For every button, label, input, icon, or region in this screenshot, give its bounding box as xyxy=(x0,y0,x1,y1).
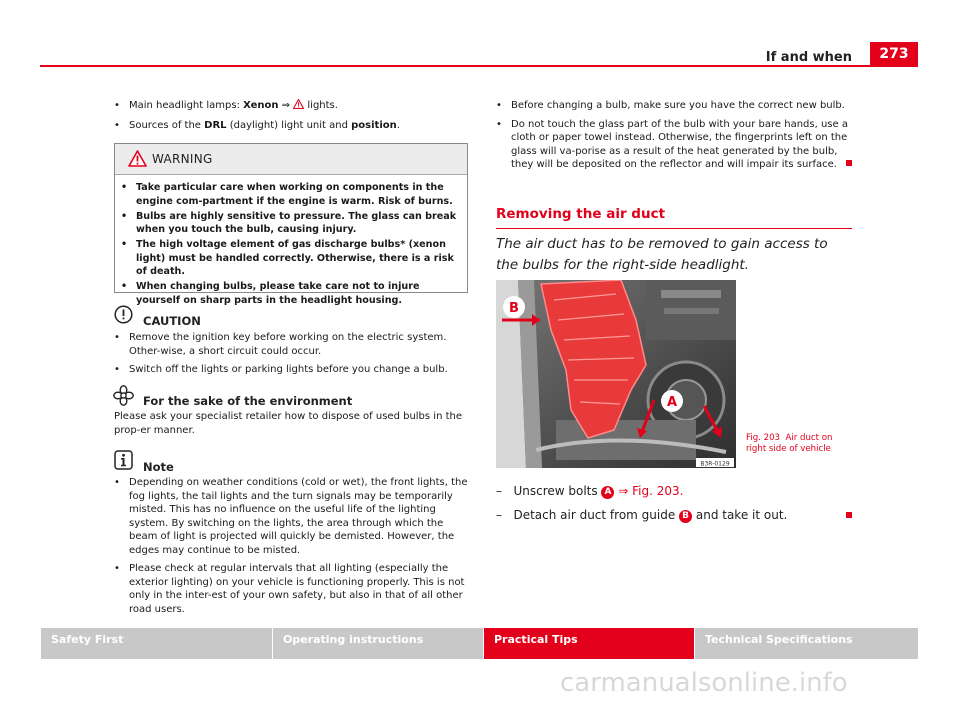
list-item xyxy=(114,331,468,358)
figure-label-a: A xyxy=(666,395,678,410)
text: Unscrew bolts xyxy=(513,484,602,498)
list-item xyxy=(496,118,854,172)
bullet: • xyxy=(114,119,120,131)
tab-label: Technical Specifications xyxy=(705,633,853,646)
step-dash: – xyxy=(496,484,502,498)
tab-label: Safety First xyxy=(51,633,124,646)
figure-label-b: B xyxy=(509,301,519,316)
callout-badge-b: B xyxy=(679,510,692,523)
bullet: • xyxy=(114,100,120,111)
text: Sources of the xyxy=(129,119,205,131)
watermark: carmanualsonline.info xyxy=(560,668,848,698)
page-number: 273 xyxy=(870,42,918,67)
bullet: • xyxy=(114,364,120,375)
warning-body xyxy=(115,175,467,307)
text: Remove the ignition key before working on the electric system. Other-wise, a short circuit could occur. xyxy=(129,332,447,357)
list-item xyxy=(114,119,468,133)
bullet: • xyxy=(114,332,120,343)
text: Bulbs are highly sensitive to pressure. The glass can break when you touch the bulb, causing injury. xyxy=(136,210,457,235)
warning-icon xyxy=(128,150,147,167)
footer-tab-safety-first[interactable] xyxy=(41,628,272,659)
right-bullet-list xyxy=(496,99,854,172)
warning-header xyxy=(115,144,467,175)
caution-heading: CAUTION xyxy=(143,314,201,328)
caution-icon xyxy=(114,305,133,324)
warning-box xyxy=(114,143,468,306)
footer-tab-technical-specifications[interactable] xyxy=(695,628,918,659)
tab-label: Practical Tips xyxy=(494,633,578,646)
text: ⇒ xyxy=(278,100,294,111)
section-title: Removing the air duct xyxy=(496,206,666,222)
figure-number: Fig. 203 xyxy=(746,433,781,443)
section-intro: The air duct has to be removed to gain access to the bulbs for the right-side headlight. xyxy=(496,236,828,273)
bullet: • xyxy=(114,477,120,488)
bullet: • xyxy=(496,118,502,130)
header-rule xyxy=(40,65,918,67)
step-item xyxy=(496,508,787,523)
text: The high voltage element of gas discharge bulbs* (xenon light) must be handled correctly. Otherwise, there is a risk of death. xyxy=(136,239,454,277)
text: Take particular care when working on components in the engine com-partment if the engine is warm. Risk of burns. xyxy=(136,182,453,207)
bullet: • xyxy=(114,563,120,574)
warning-label: WARNING xyxy=(152,152,213,166)
text: Do not touch the glass part of the bulb with your bare hands, use a cloth or paper towel instead. Otherwise, the fingerprints left on the glass will va-porise as a result of the heat generated by the bulb, they will be deposited on the reflector and will impair its surface. xyxy=(511,118,848,170)
warning-icon xyxy=(293,99,304,109)
bullet: • xyxy=(121,210,128,222)
text: Detach air duct from guide xyxy=(513,508,680,522)
list-item xyxy=(121,238,461,279)
text: Before changing a bulb, make sure you have the correct new bulb. xyxy=(511,100,845,111)
bullet: • xyxy=(121,281,128,292)
text: lights. xyxy=(304,100,338,111)
bullet: • xyxy=(496,100,502,111)
note-heading: Note xyxy=(143,460,174,474)
list-item xyxy=(121,181,461,208)
list-item xyxy=(114,476,468,557)
environment-text: Please ask your specialist retailer how to dispose of used bulbs in the prop-er manner. xyxy=(114,411,462,436)
note-icon xyxy=(114,450,133,470)
text: Depending on weather conditions (cold or wet), the front lights, the fog lights, the tail lights and the turn signals may be temporarily misted. This has no influence on the useful life of the lighting system. By switching on the lights, the area through which the beam of light is projected will quickly be demisted. However, the edges may continue to be misted. xyxy=(129,477,468,556)
figure-reference-link[interactable]: ⇒ Fig. 203. xyxy=(614,484,684,498)
footer-tab-practical-tips[interactable] xyxy=(484,628,694,659)
footer-tab-operating-instructions[interactable] xyxy=(273,628,483,659)
figure-caption xyxy=(746,433,836,455)
bold-text: DRL xyxy=(204,119,227,131)
caution-list xyxy=(114,331,468,377)
figure-caption-text: Air duct on right side of vehicle xyxy=(746,433,833,454)
section-title-rule xyxy=(496,228,852,229)
list-item xyxy=(121,280,461,307)
text: . xyxy=(396,119,400,131)
list-item xyxy=(114,562,468,616)
list-item xyxy=(114,363,468,377)
step-item xyxy=(496,484,683,499)
text: and take it out. xyxy=(692,508,788,522)
environment-heading: For the sake of the environment xyxy=(143,394,353,408)
section-end-marker xyxy=(846,512,852,518)
text: When changing bulbs, please take care not to injure yourself on sharp parts in the headlight housing. xyxy=(136,281,420,306)
air-duct-illustration xyxy=(496,280,736,468)
step-dash: – xyxy=(496,508,502,522)
figure-code: B3R-0129 xyxy=(700,460,730,468)
text: (daylight) light unit and xyxy=(226,119,352,131)
callout-badge-a: A xyxy=(601,486,614,499)
note-list xyxy=(114,476,468,616)
top-bullet-list xyxy=(114,99,468,132)
text: Switch off the lights or parking lights before you change a bulb. xyxy=(129,364,448,375)
bold-text: position xyxy=(351,119,397,131)
figure-air-duct xyxy=(496,280,736,468)
text: Main headlight lamps: xyxy=(129,100,244,111)
bold-text: Xenon xyxy=(243,100,279,111)
list-item xyxy=(121,210,461,237)
environment-flower-icon xyxy=(113,385,134,406)
running-header-title: If and when xyxy=(765,50,852,65)
bullet: • xyxy=(121,182,128,193)
text: Please check at regular intervals that all lighting (especially the exterior lighting) on your vehicle is functioning properly. This is not only in the inter-est of your own safety, but also in that of all other road users. xyxy=(129,563,465,615)
section-end-marker xyxy=(846,160,852,166)
list-item xyxy=(114,99,468,113)
bullet: • xyxy=(121,239,128,250)
tab-label: Operating instructions xyxy=(283,633,424,646)
list-item xyxy=(496,99,854,113)
